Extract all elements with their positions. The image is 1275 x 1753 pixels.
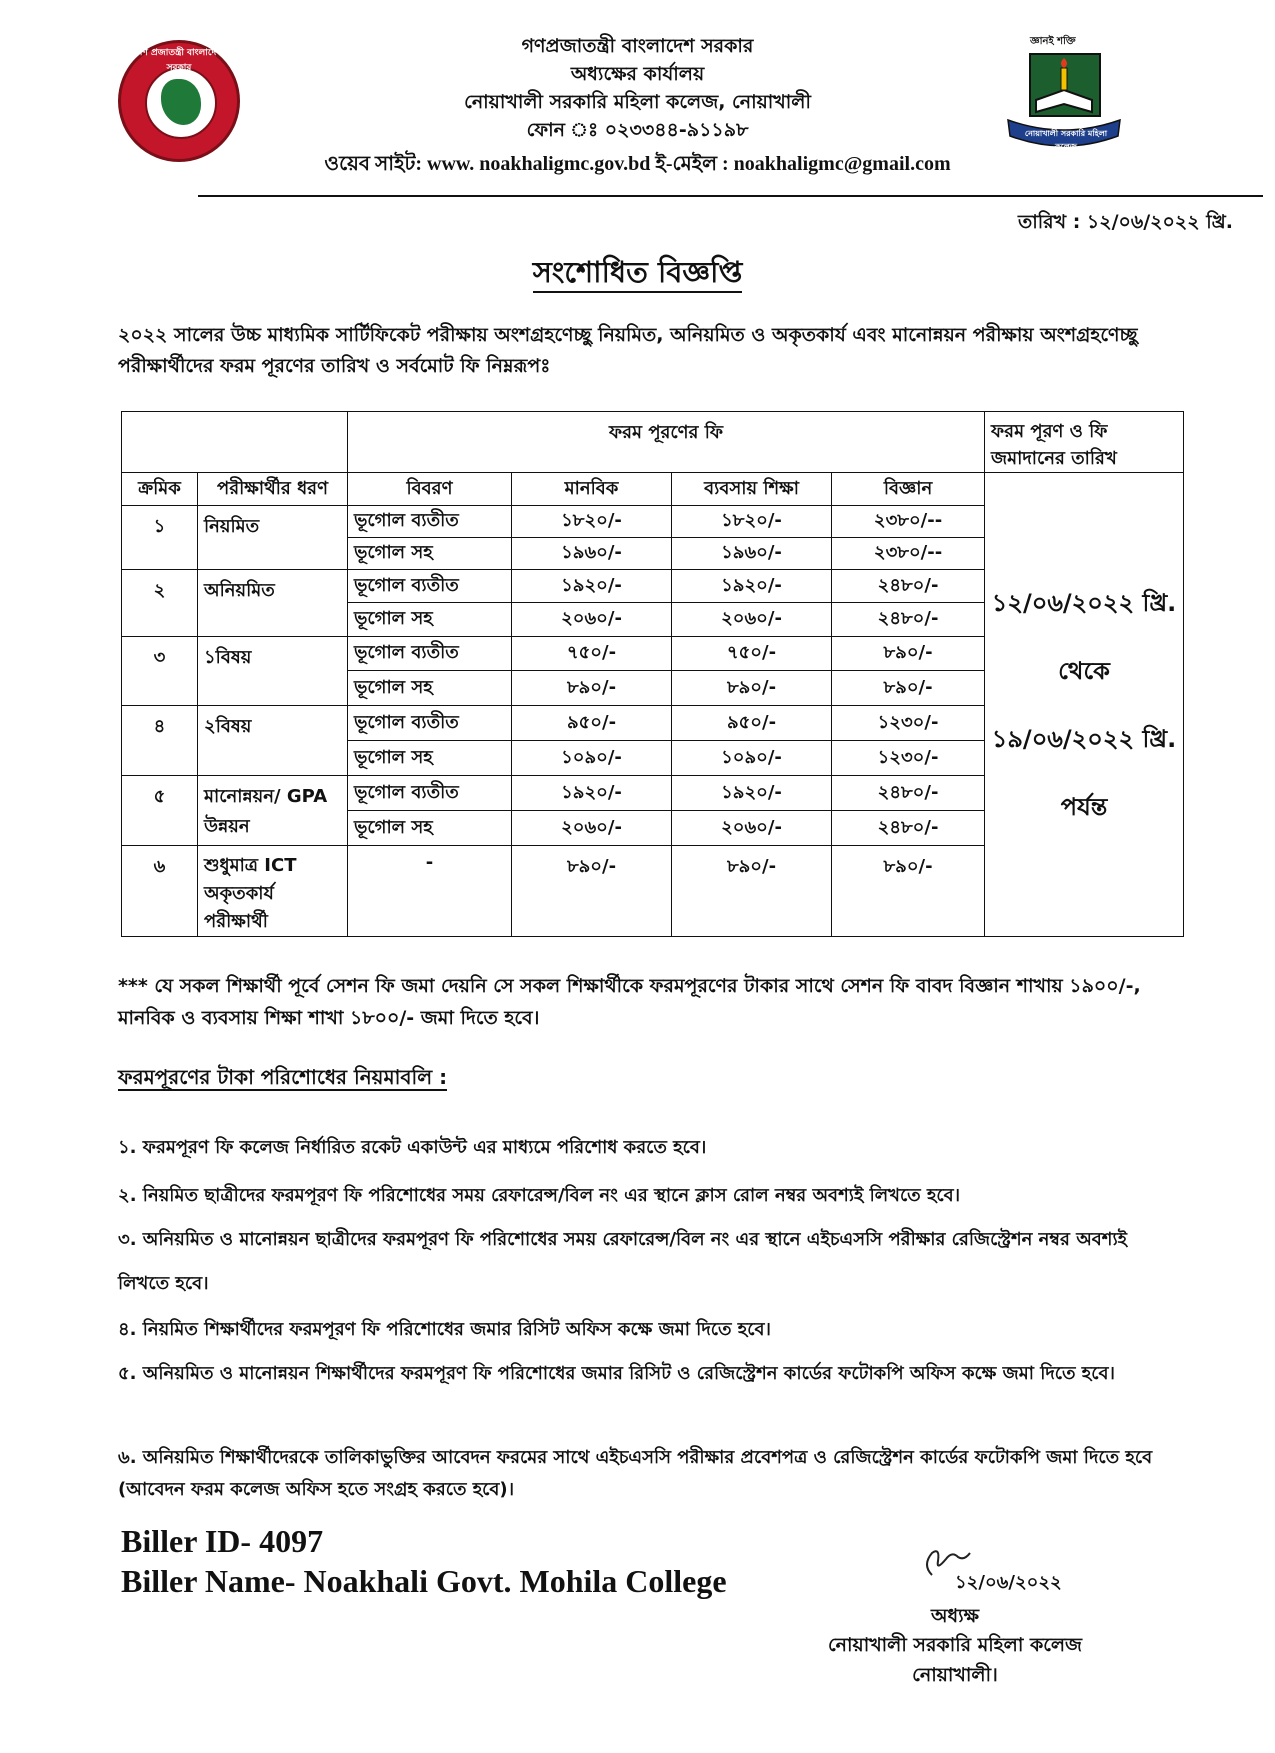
session-fee-note: *** যে সকল শিক্ষার্থী পূর্বে সেশন ফি জমা দেয়নি সে সকল শিক্ষার্থীকে ফরমপূরণের টাকার সাথে সেশন ফি বাবদ বিজ্ঞান শাখায় ১৯০০/-, মানবিক ও ব্যবসায় শিক্ষা শাখা ১৮০০/- জমা দিতে হবে। <box>118 975 1141 1029</box>
signatory-title: অধ্যক্ষ <box>930 1605 979 1627</box>
table-row-type: ২বিষয় <box>198 706 348 776</box>
table-row-type: শুধুমাত্র ICT অকৃতকার্য পরীক্ষার্থী <box>198 846 348 937</box>
rules-title: ফরমপূরণের টাকা পরিশোধের নিয়মাবলি : <box>118 1065 448 1089</box>
date-end-word: পর্যন্ত <box>1060 792 1108 821</box>
college-logo-banner-text: নোয়াখালী সরকারি মহিলা কলেজ <box>1024 129 1108 151</box>
table-row-serial: ৫ <box>122 776 198 846</box>
fee-science: ২৩৮০/-- <box>832 506 985 538</box>
rule-item-5: ৫. অনিয়মিত ও মানোন্নয়ন শিক্ষার্থীদের ফরমপূরণ ফি পরিশোধের জমার রিসিট ও রেজিস্ট্রেশন কার্ডের ফটোকপি অফিস কক্ষে জমা দিতে হবে। <box>118 1363 1115 1384</box>
fee-business: ২০৬০/- <box>672 603 832 637</box>
fee-humanities: ১৯২০/- <box>512 570 672 603</box>
table-row-type: ১বিষয় <box>198 637 348 706</box>
date-range-cell <box>985 473 1184 937</box>
fee-description: ভূগোল ব্যতীত <box>348 506 512 538</box>
fee-business: ১৯২০/- <box>672 570 832 603</box>
date-until: ১৯/০৬/২০২২ খ্রি. <box>991 724 1177 753</box>
signatory-place: নোয়াখালী। <box>912 1664 998 1686</box>
fee-science: ৮৯০/- <box>832 846 985 937</box>
rule-item-4: ৪. নিয়মিত শিক্ষার্থীদের ফরমপূরণ ফি পরিশোধের জমার রিসিট অফিস কক্ষে জমা দিতে হবে। <box>118 1319 771 1340</box>
rule-item-1: ১. ফরমপূরণ ফি কলেজ নির্ধারিত রকেট একাউন্ট এর মাধ্যমে পরিশোধ করতে হবে। <box>118 1137 707 1158</box>
fee-table <box>121 411 1184 937</box>
fee-science: ৮৯০/- <box>832 637 985 671</box>
fee-description: - <box>348 846 512 937</box>
table-row-type: নিয়মিত <box>198 506 348 570</box>
website-email: ওয়েব সাইট: www. noakhaligmc.gov.bd ই-মেইল : noakhaligmc@gmail.com <box>324 153 951 175</box>
fee-science: ২৪৮০/- <box>832 776 985 811</box>
fee-business: ১৯২০/- <box>672 776 832 811</box>
date-from: ১২/০৬/২০২২ খ্রি. <box>991 588 1177 617</box>
header-business: ব্যবসায় শিক্ষা <box>672 473 832 506</box>
fee-humanities: ৭৫০/- <box>512 637 672 671</box>
biller-id: Biller ID- 4097 <box>121 1523 324 1559</box>
fee-description: ভূগোল সহ <box>348 811 512 846</box>
fee-description: ভূগোল সহ <box>348 741 512 776</box>
fee-humanities: ৮৯০/- <box>512 846 672 937</box>
table-row-serial: ২ <box>122 570 198 637</box>
header-science: বিজ্ঞান <box>832 473 985 506</box>
fee-humanities: ৯৫০/- <box>512 706 672 741</box>
table-row-serial: ৬ <box>122 846 198 937</box>
fee-humanities: ১৯২০/- <box>512 776 672 811</box>
govt-name: গণপ্রজাতন্ত্রী বাংলাদেশ সরকার <box>521 35 754 57</box>
fee-science: ২৩৮০/-- <box>832 538 985 570</box>
rule-item-6: ৬. অনিয়মিত শিক্ষার্থীদেরকে তালিকাভুক্তির আবেদন ফরমের সাথে এইচএসসি পরীক্ষার প্রবেশপত্র ও রেজিস্ট্রেশন কার্ডের ফটোকপি জমা দিতে হবে (আবেদন ফরম কলেজ অফিস হতে সংগ্রহ করতে হবে)। <box>118 1447 1153 1500</box>
fee-humanities: ২০৬০/- <box>512 811 672 846</box>
fee-description: ভূগোল সহ <box>348 603 512 637</box>
table-row-serial: ১ <box>122 506 198 570</box>
fee-humanities: ১৮২০/- <box>512 506 672 538</box>
table-row-serial: ৩ <box>122 637 198 706</box>
table-row-type: অনিয়মিত <box>198 570 348 637</box>
fee-business: ৯৫০/- <box>672 706 832 741</box>
fee-science: ১২৩০/- <box>832 741 985 776</box>
fee-humanities: ২০৬০/- <box>512 603 672 637</box>
fee-humanities: ১০৯০/- <box>512 741 672 776</box>
intro-paragraph: ২০২২ সালের উচ্চ মাধ্যমিক সার্টিফিকেট পরীক্ষায় অংশগ্রহণেচ্ছু নিয়মিত, অনিয়মিত ও অকৃতকার্য এবং মানোন্নয়ন পরীক্ষায় অংশগ্রহণেচ্ছু পরীক্ষার্থীদের ফরম পূরণের তারিখ ও সর্বমোট ফি নিম্নরূপঃ <box>118 324 1138 377</box>
biller-name: Biller Name- Noakhali Govt. Mohila College <box>121 1563 727 1599</box>
fee-science: ২৪৮০/- <box>832 570 985 603</box>
fee-science: ৮৯০/- <box>832 671 985 706</box>
fee-business: ৮৯০/- <box>672 671 832 706</box>
fee-humanities: ৮৯০/- <box>512 671 672 706</box>
fee-science: ১২৩০/- <box>832 706 985 741</box>
fee-business: ১৯৬০/- <box>672 538 832 570</box>
fee-description: ভূগোল সহ <box>348 538 512 570</box>
header-description: বিবরণ <box>348 473 512 506</box>
notice-title: সংশোধিত বিজ্ঞপ্তি <box>0 250 1275 299</box>
seal-text: গণ প্রজাতন্ত্রী বাংলাদেশ সরকার <box>136 48 222 73</box>
header-exam-type: পরীক্ষার্থীর ধরণ <box>198 473 348 506</box>
phone-number: ফোন ঃ ০২৩৩৪৪-৯১১৯৮ <box>526 119 749 141</box>
office-name: অধ্যক্ষের কার্যালয় <box>570 63 705 85</box>
fee-description: ভূগোল ব্যতীত <box>348 706 512 741</box>
date-column-header: ফরম পূরণ ও ফি জমাদানের তারিখ <box>985 412 1184 473</box>
table-row-type: মানোন্নয়ন/ GPA উন্নয়ন <box>198 776 348 846</box>
college-logo-motto: জ্ঞানই শক্তি <box>1030 36 1076 47</box>
college-address: নোয়াখালী সরকারি মহিলা কলেজ, নোয়াখালী <box>464 91 811 113</box>
fee-description: ভূগোল ব্যতীত <box>348 776 512 811</box>
date-to-word: থেকে <box>1058 656 1110 685</box>
rule-item-3: ৩. অনিয়মিত ও মানোন্নয়ন ছাত্রীদের ফরমপূরণ ফি পরিশোধের সময় রেফারেন্স/বিল নং এর স্থানে এইচএসসি পরীক্ষার রেজিস্ট্রেশন নম্বর অবশ্যই লিখতে হবে। <box>118 1229 1128 1294</box>
fee-humanities: ১৯৬০/- <box>512 538 672 570</box>
fee-business: ১০৯০/- <box>672 741 832 776</box>
signatory-college: নোয়াখালী সরকারি মহিলা কলেজ <box>827 1634 1083 1656</box>
fee-business: ১৮২০/- <box>672 506 832 538</box>
fee-description: ভূগোল সহ <box>348 671 512 706</box>
fee-description: ভূগোল ব্যতীত <box>348 570 512 603</box>
header-serial: ক্রমিক <box>122 473 198 506</box>
table-row-serial: ৪ <box>122 706 198 776</box>
fee-business: ৭৫০/- <box>672 637 832 671</box>
fee-business: ২০৬০/- <box>672 811 832 846</box>
fee-description: ভূগোল ব্যতীত <box>348 637 512 671</box>
blank-header-cell <box>122 412 348 473</box>
fee-business: ৮৯০/- <box>672 846 832 937</box>
rule-item-2: ২. নিয়মিত ছাত্রীদের ফরমপূরণ ফি পরিশোধের সময় রেফারেন্স/বিল নং এর স্থানে ক্লাস রোল নম্বর অবশ্যই লিখতে হবে। <box>118 1185 961 1206</box>
fee-science: ২৪৮০/- <box>832 603 985 637</box>
header-humanities: মানবিক <box>512 473 672 506</box>
notice-date: তারিখ : ১২/০৬/২০২২ খ্রি. <box>1017 211 1233 233</box>
fee-science: ২৪৮০/- <box>832 811 985 846</box>
header-divider <box>198 195 1263 197</box>
signature-date: ১২/০৬/২০২২ <box>955 1572 1062 1593</box>
fee-group-header: ফরম পূরণের ফি <box>348 412 985 473</box>
